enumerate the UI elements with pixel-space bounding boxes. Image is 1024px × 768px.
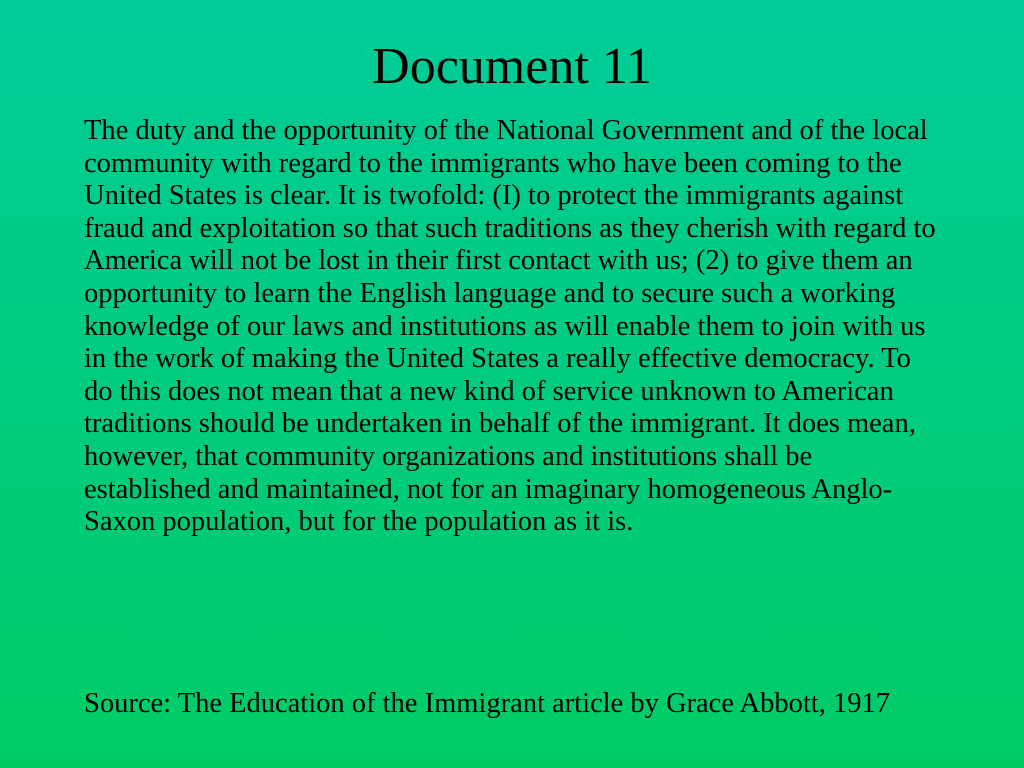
slide-title: Document 11: [372, 38, 652, 95]
document-body-text: The duty and the opportunity of the National Government and of the local community with regard to the immigrants who have been coming to the United States is clear. It is twofold: (I) to protect the immigrants against fraud and exploitation so that such traditions as they cherish with regard to America will not be lost in their first contact with us; (2) to give them an opportunity to learn the English language and to secure such a working knowledge of our laws and institutions as will enable them to join with us in the work of making the United States a really effective democracy. To do this does not mean that a new kind of service unknown to American traditions should be undertaken in behalf of the immigrant. It does mean, however, that community organizations and institutions shall be established and maintained, not for an imaginary homogeneous Anglo-Saxon population, but for the population as it is.: [84, 115, 936, 538]
document-source-citation: Source: The Education of the Immigrant article by Grace Abbott, 1917: [84, 688, 890, 719]
